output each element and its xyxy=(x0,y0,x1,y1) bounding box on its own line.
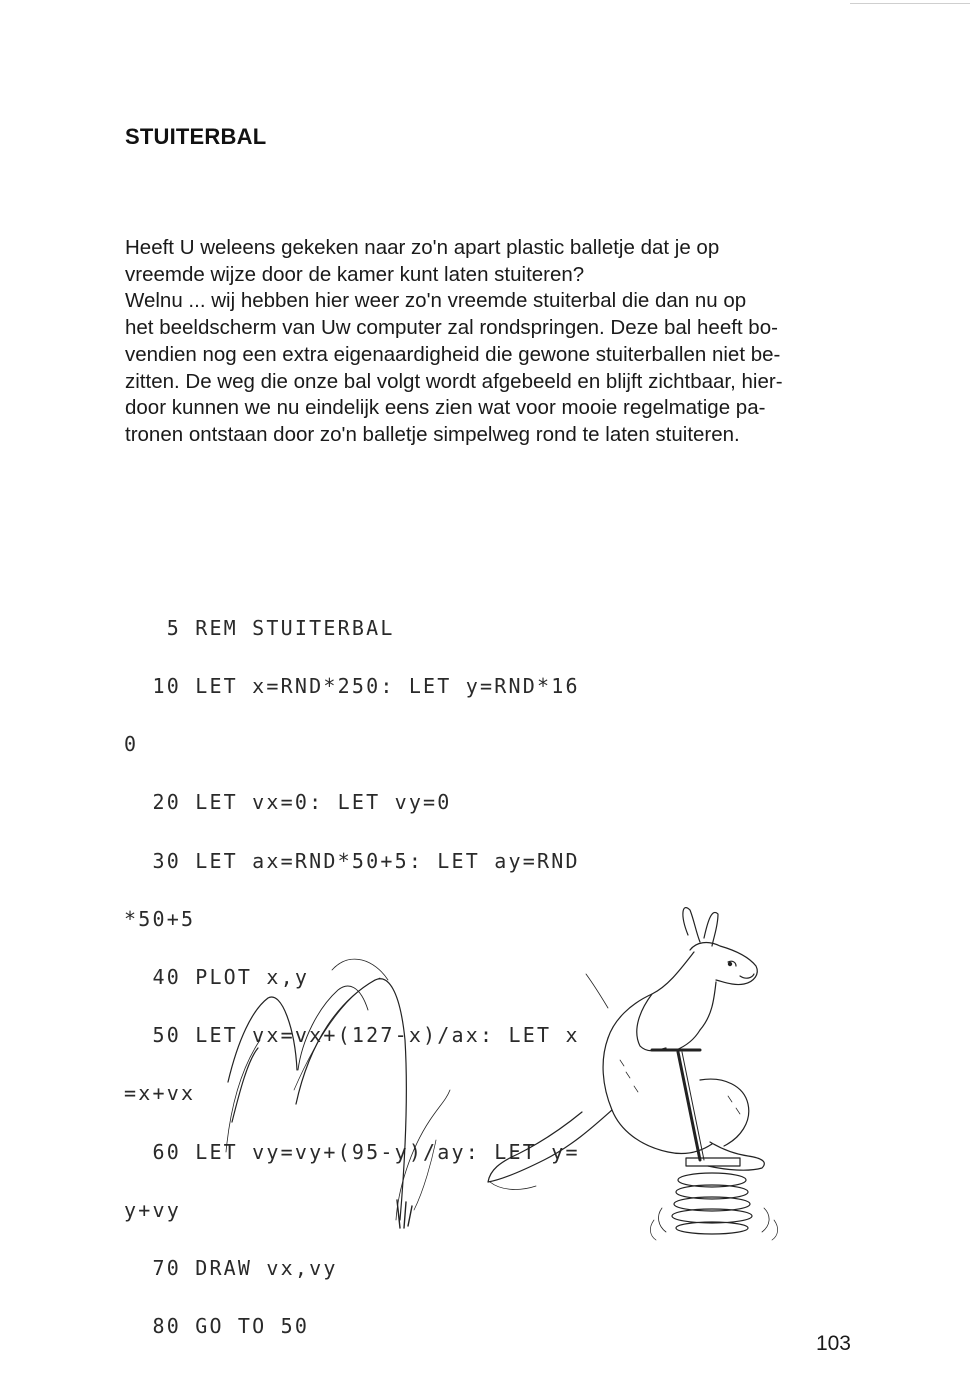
code-line: 40 PLOT x,y xyxy=(124,965,310,990)
code-line: 0 xyxy=(124,732,139,757)
paragraph-line: het beeldscherm van Uw computer zal rondspringen. Deze bal heeft bo- xyxy=(125,316,778,340)
page-number: 103 xyxy=(815,1332,851,1355)
paragraph-line: door kunnen we nu eindelijk eens zien wat voor mooie regelmatige pa- xyxy=(125,396,766,420)
code-line: 80 GO TO 50 xyxy=(124,1314,310,1339)
intro-paragraph xyxy=(125,235,860,449)
paragraph-line: Heeft U weleens gekeken naar zo'n apart plastic balletje dat je op xyxy=(125,236,720,259)
paragraph-line: zitten. De weg die onze bal volgt wordt afgebeeld en blijft zichtbaar, hier- xyxy=(125,369,783,393)
code-line: =x+vx xyxy=(124,1081,196,1106)
paragraph-line: Welnu ... wij hebben hier weer zo'n vreemde stuiterbal die dan nu op xyxy=(125,289,747,313)
kangaroo-figure xyxy=(488,908,764,1190)
code-line: 60 LET vy=vy+(95-y)/ay: LET y= xyxy=(124,1139,580,1164)
paragraph-line: vreemde wijze door de kamer kunt laten stuiteren? xyxy=(125,262,585,286)
corner-rule xyxy=(850,3,970,4)
pogo-stick xyxy=(652,1050,740,1166)
bounce-trail xyxy=(226,959,608,1228)
kangaroo-pogo-illustration xyxy=(200,890,800,1270)
paragraph-line: vendien nog een extra eigenaardigheid die gewone stuiterballen niet be- xyxy=(125,342,781,366)
code-line: *50+5 xyxy=(124,906,196,931)
code-line: 20 LET vx=0: LET vy=0 xyxy=(124,790,452,815)
code-line: 5 REM STUITERBAL xyxy=(124,615,395,640)
paragraph-line: tronen ontstaan door zo'n balletje simpelweg rond te laten stuiteren. xyxy=(125,422,740,446)
pogo-spring xyxy=(650,1173,777,1240)
page-title: STUITERBAL xyxy=(125,124,267,149)
code-line: 10 LET x=RND*250: LET y=RND*16 xyxy=(124,674,580,699)
code-line: y+vy xyxy=(124,1197,181,1222)
code-line: 70 DRAW vx,vy xyxy=(124,1256,338,1281)
code-line: 50 LET vx=vx+(127-x)/ax: LET x xyxy=(124,1023,580,1048)
code-line: 30 LET ax=RND*50+5: LET ay=RND xyxy=(124,848,580,873)
